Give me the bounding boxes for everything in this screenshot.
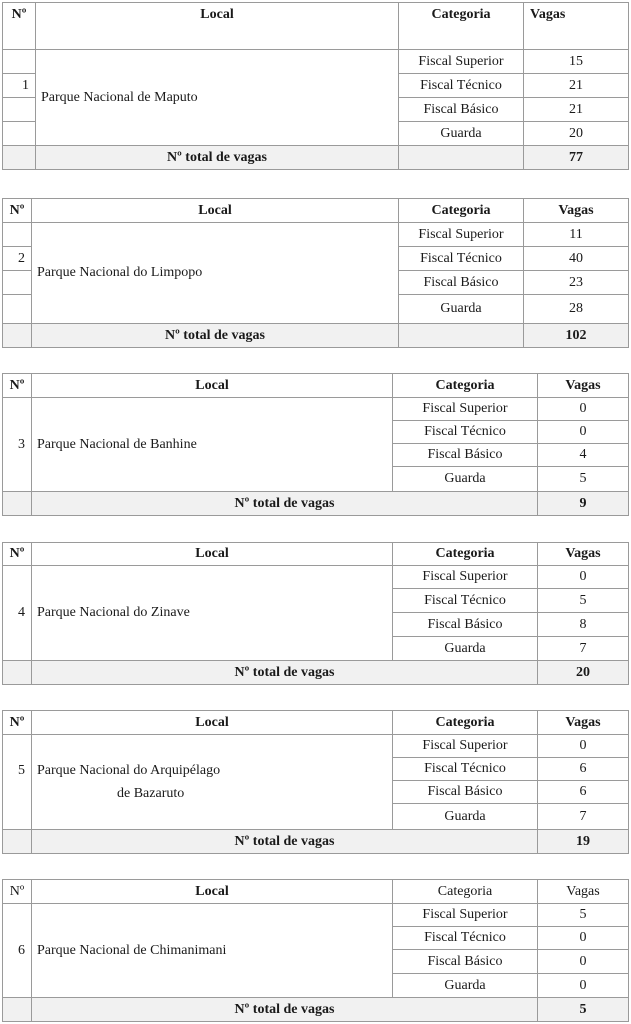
vacancy-table-3: [2, 373, 629, 516]
table-row: [3, 398, 629, 421]
total-label: Nº total de vagas: [32, 830, 538, 854]
total-row: [3, 661, 629, 685]
num-cell-empty: [3, 295, 32, 324]
category-cell: Guarda: [393, 637, 538, 661]
header-categoria: Categoria: [399, 3, 524, 50]
total-value: 9: [538, 492, 629, 516]
vagas-cell: 6: [538, 781, 629, 804]
category-cell-empty: [399, 324, 524, 348]
total-label: Nº total de vagas: [36, 146, 399, 170]
vagas-cell: 28: [524, 295, 629, 324]
header-local: Local: [36, 3, 399, 50]
vagas-cell: 4: [538, 444, 629, 467]
vagas-cell: 5: [538, 589, 629, 613]
header-num: Nº: [3, 880, 32, 904]
category-cell: Fiscal Superior: [399, 223, 524, 247]
row-number: 5: [3, 735, 32, 830]
vagas-cell: 20: [524, 122, 629, 146]
category-cell: Fiscal Básico: [393, 781, 538, 804]
num-cell-empty: [3, 492, 32, 516]
header-num: Nº: [3, 711, 32, 735]
num-cell-empty: [3, 223, 32, 247]
category-cell: Fiscal Técnico: [393, 758, 538, 781]
vagas-cell: 21: [524, 74, 629, 98]
header-categoria: Categoria: [399, 199, 524, 223]
category-cell: Fiscal Técnico: [393, 927, 538, 950]
header-vagas: Vagas: [538, 374, 629, 398]
category-cell: Fiscal Técnico: [393, 421, 538, 444]
num-cell-empty: [3, 122, 36, 146]
vacancy-table-4: [2, 542, 629, 685]
table-row: [3, 904, 629, 927]
vagas-cell: 5: [538, 904, 629, 927]
category-cell: Guarda: [399, 295, 524, 324]
vagas-cell: 0: [538, 398, 629, 421]
park-name: Parque Nacional do Zinave: [32, 566, 393, 661]
vagas-cell: 40: [524, 247, 629, 271]
header-row: [3, 199, 629, 223]
row-number: 1: [3, 74, 36, 98]
header-local: Local: [32, 711, 393, 735]
park-name: Parque Nacional de Chimanimani: [32, 904, 393, 998]
total-value: 5: [538, 998, 629, 1022]
category-cell: Fiscal Superior: [399, 50, 524, 74]
total-row: [3, 146, 629, 170]
vagas-cell: 7: [538, 637, 629, 661]
vagas-cell: 5: [538, 467, 629, 492]
park-name: [32, 735, 393, 830]
header-vagas: Vagas: [538, 711, 629, 735]
header-row: [3, 374, 629, 398]
park-name: Parque Nacional do Limpopo: [32, 223, 399, 324]
vagas-cell: 0: [538, 950, 629, 974]
vacancy-table-2: [2, 198, 629, 348]
vagas-cell: 0: [538, 566, 629, 589]
header-categoria: Categoria: [393, 711, 538, 735]
vacancy-table-5: [2, 710, 629, 854]
table-row: [3, 735, 629, 758]
header-categoria: Categoria: [393, 880, 538, 904]
num-cell-empty: [3, 146, 36, 170]
vagas-cell: 6: [538, 758, 629, 781]
header-local: Local: [32, 199, 399, 223]
num-cell-empty: [3, 271, 32, 295]
category-cell: Fiscal Superior: [393, 398, 538, 421]
table-row: [3, 566, 629, 589]
category-cell: Fiscal Técnico: [393, 589, 538, 613]
vagas-cell: 0: [538, 421, 629, 444]
total-value: 77: [524, 146, 629, 170]
header-local: Local: [32, 543, 393, 566]
category-cell: Fiscal Básico: [393, 444, 538, 467]
num-cell-empty: [3, 830, 32, 854]
total-label: Nº total de vagas: [32, 492, 538, 516]
vagas-cell: 11: [524, 223, 629, 247]
header-row: [3, 711, 629, 735]
park-name: Parque Nacional de Banhine: [32, 398, 393, 492]
total-label: Nº total de vagas: [32, 324, 399, 348]
category-cell: Fiscal Básico: [393, 613, 538, 637]
category-cell: Fiscal Superior: [393, 566, 538, 589]
vagas-cell: 21: [524, 98, 629, 122]
total-row: [3, 492, 629, 516]
header-row: [3, 543, 629, 566]
category-cell: Fiscal Superior: [393, 904, 538, 927]
category-cell: Guarda: [393, 467, 538, 492]
park-name: Parque Nacional de Maputo: [36, 50, 399, 146]
total-row: [3, 830, 629, 854]
category-cell: Fiscal Básico: [399, 98, 524, 122]
vagas-cell: 0: [538, 927, 629, 950]
vagas-cell: 23: [524, 271, 629, 295]
header-row: [3, 3, 629, 50]
header-num: Nº: [3, 543, 32, 566]
header-categoria: Categoria: [393, 543, 538, 566]
header-local: Local: [32, 880, 393, 904]
category-cell: Guarda: [393, 804, 538, 830]
category-cell: Guarda: [393, 974, 538, 998]
vagas-cell: 7: [538, 804, 629, 830]
row-number: 3: [3, 398, 32, 492]
header-vagas: Vagas: [524, 199, 629, 223]
category-cell: Fiscal Básico: [399, 271, 524, 295]
vagas-cell: 8: [538, 613, 629, 637]
header-num: Nº: [3, 374, 32, 398]
num-cell-empty: [3, 661, 32, 685]
category-cell-empty: [399, 146, 524, 170]
table-row: [3, 50, 629, 74]
header-vagas: Vagas: [538, 543, 629, 566]
header-vagas: Vagas: [538, 880, 629, 904]
total-value: 19: [538, 830, 629, 854]
header-vagas: Vagas: [524, 3, 629, 50]
category-cell: Guarda: [399, 122, 524, 146]
num-cell-empty: [3, 998, 32, 1022]
vagas-cell: 15: [524, 50, 629, 74]
category-cell: Fiscal Técnico: [399, 74, 524, 98]
header-num: Nº: [3, 199, 32, 223]
header-categoria: Categoria: [393, 374, 538, 398]
row-number: 6: [3, 904, 32, 998]
park-name-line-2: de Bazaruto: [117, 786, 185, 801]
total-label: Nº total de vagas: [32, 998, 538, 1022]
vagas-cell: 0: [538, 974, 629, 998]
row-number: 2: [3, 247, 32, 271]
total-value: 20: [538, 661, 629, 685]
num-cell-empty: [3, 50, 36, 74]
total-value: 102: [524, 324, 629, 348]
header-row: [3, 880, 629, 904]
num-cell-empty: [3, 98, 36, 122]
header-local: Local: [32, 374, 393, 398]
num-cell-empty: [3, 324, 32, 348]
category-cell: Fiscal Básico: [393, 950, 538, 974]
vagas-cell: 0: [538, 735, 629, 758]
total-label: Nº total de vagas: [32, 661, 538, 685]
vacancy-table-1: [2, 2, 629, 170]
park-name-line-1: Parque Nacional do Arquipélago: [37, 763, 221, 778]
header-num: Nº: [3, 3, 36, 50]
vacancy-table-6: [2, 879, 629, 1022]
category-cell: Fiscal Técnico: [399, 247, 524, 271]
total-row: [3, 324, 629, 348]
total-row: [3, 998, 629, 1022]
table-row: [3, 223, 629, 247]
category-cell: Fiscal Superior: [393, 735, 538, 758]
row-number: 4: [3, 566, 32, 661]
